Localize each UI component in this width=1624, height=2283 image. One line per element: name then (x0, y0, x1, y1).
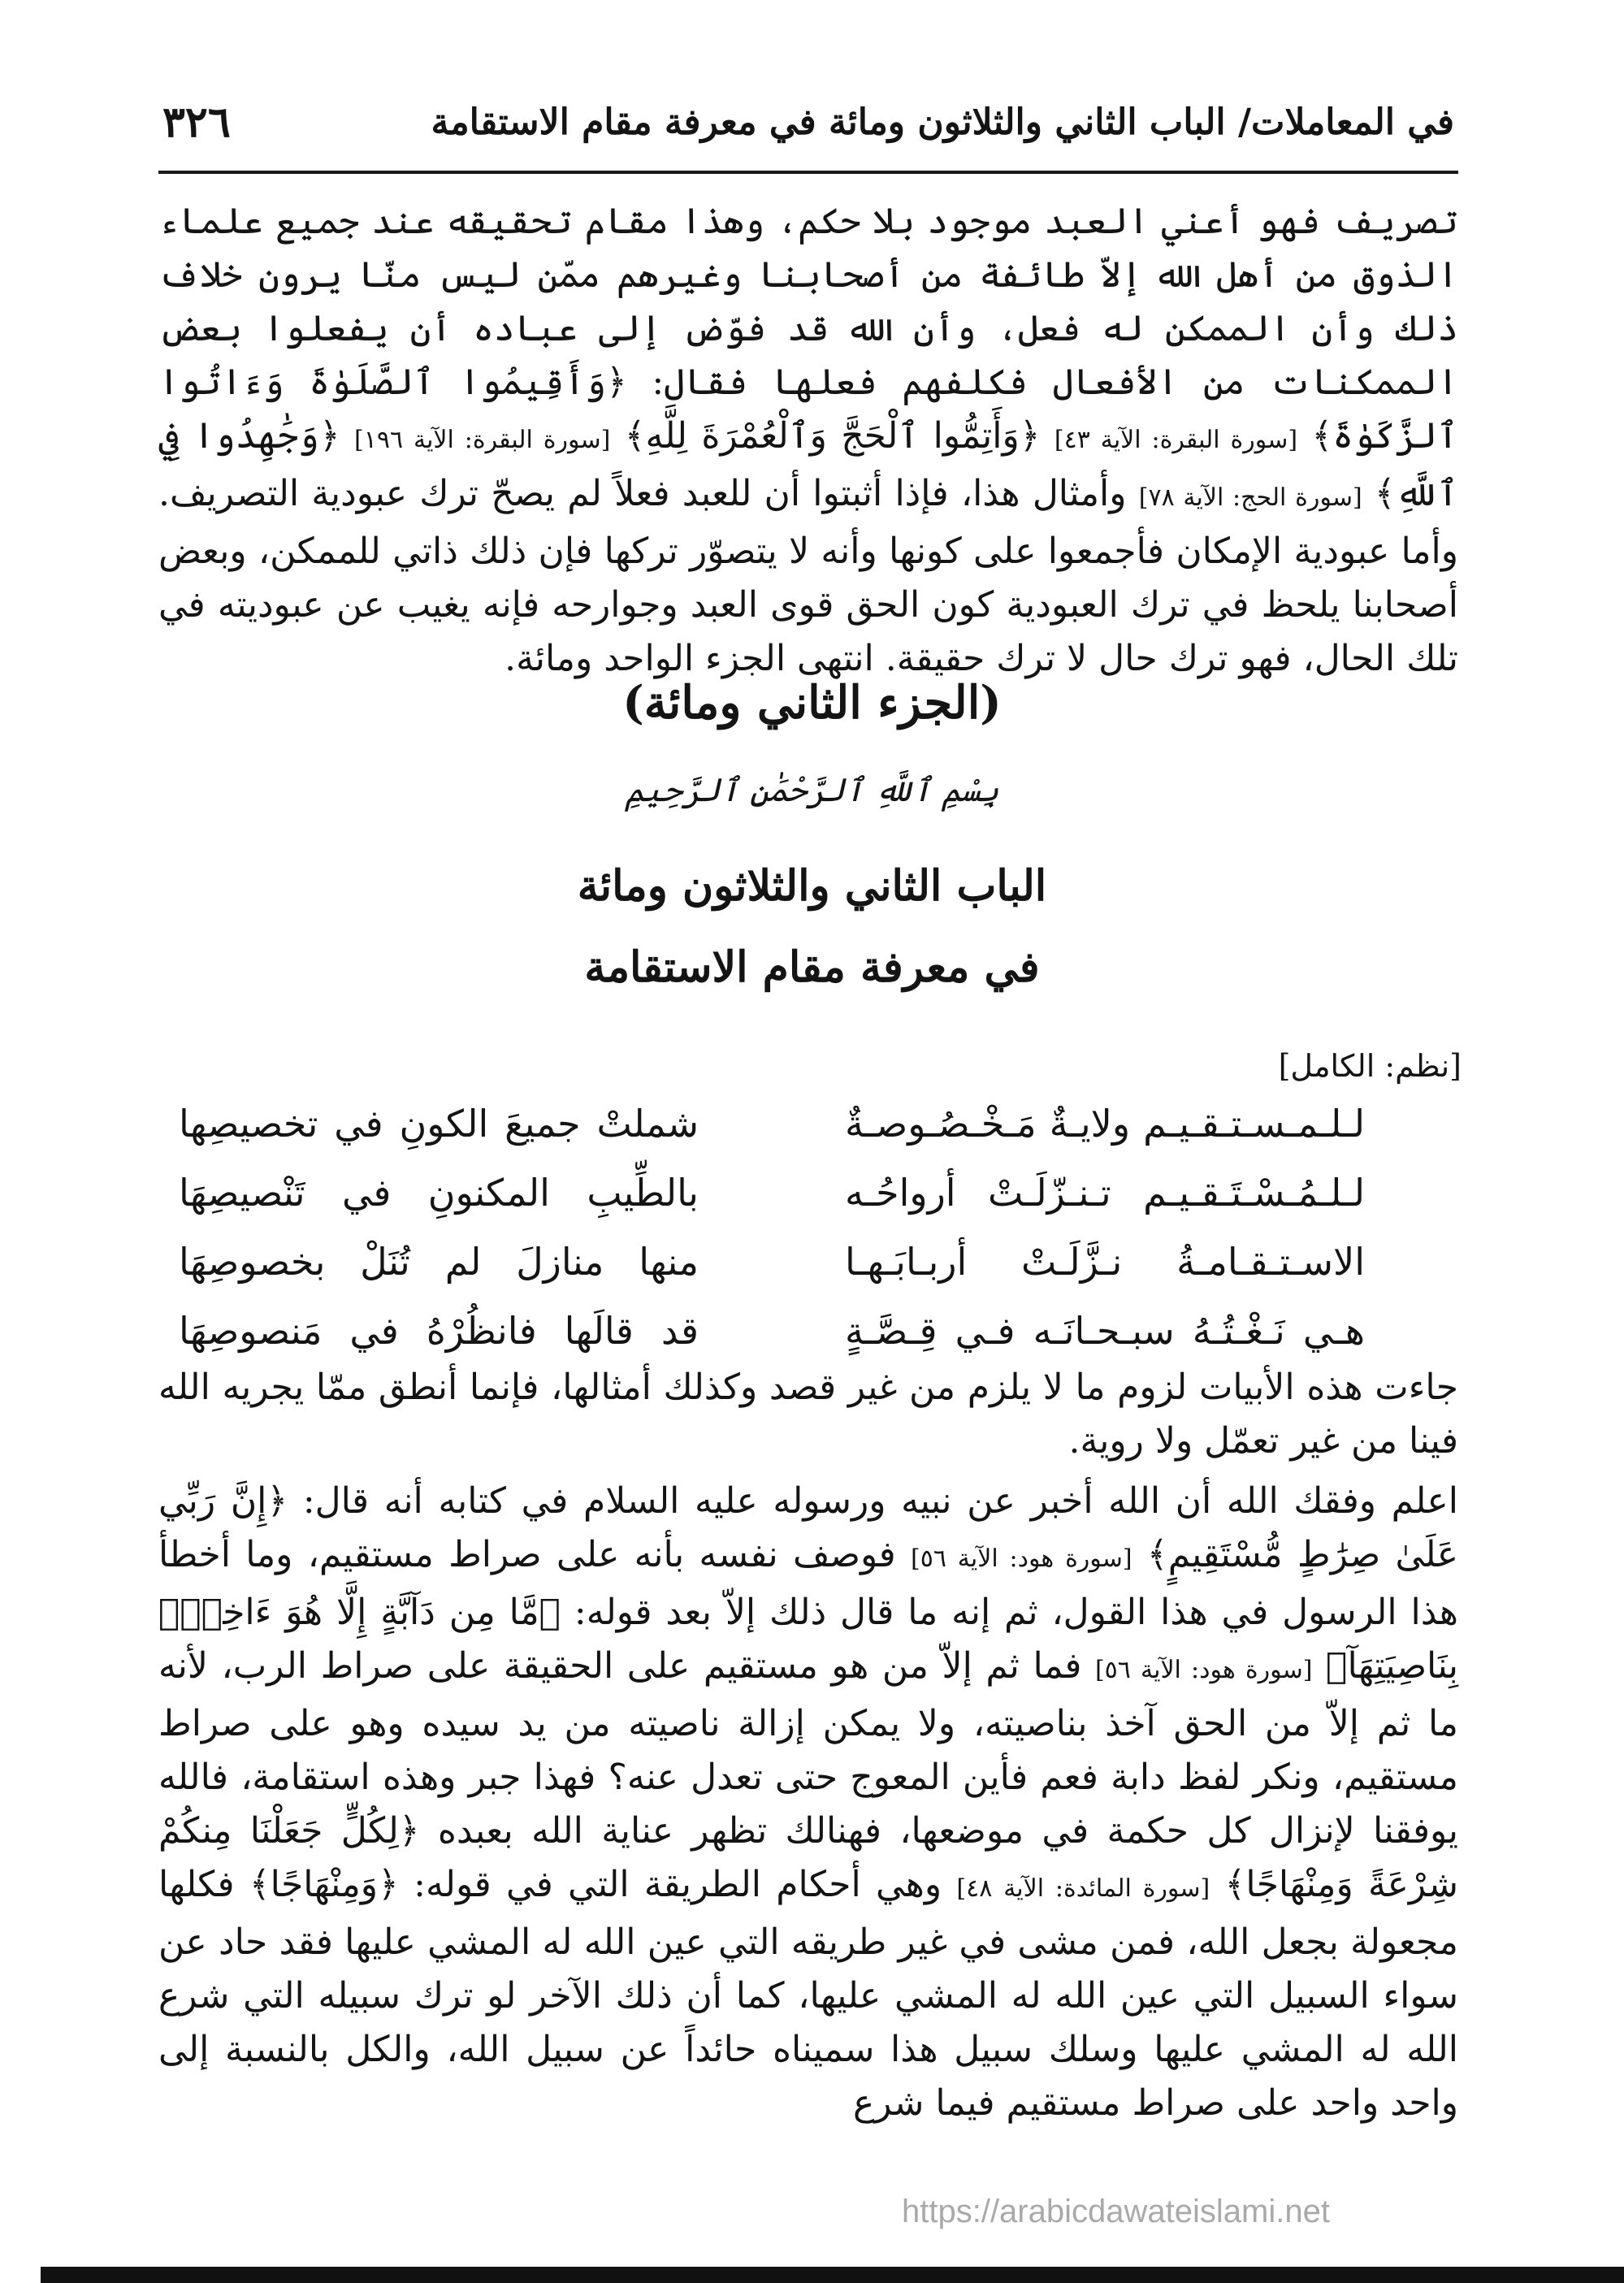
poem-verse (179, 1089, 1365, 1158)
verse-reference: [سورة المائدة: الآية ٤٨] (956, 1874, 1210, 1903)
verse-reference: [سورة هود: الآية ٥٦] (1094, 1656, 1313, 1684)
paragraph-opening (158, 195, 1458, 686)
chapter-title: في معرفة مقام الاستقامة (584, 942, 1040, 992)
quran-quote: ﴿وَأَتِمُّوا ٱلْحَجَّ وَٱلْعُمْرَةَ لِلَّهِ﴾ (624, 415, 1041, 457)
part-title: (الجزء الثاني ومائة) (622, 676, 1002, 730)
poem-meter: [نظم: الكامل] (1278, 1048, 1462, 1084)
basmala: بِسْمِ ٱللَّهِ ٱلرَّحْمَٰنِ ٱلرَّحِيمِ (625, 772, 999, 809)
paragraph-text: فما ثم إلاّ من هو مستقيم على الحقيقة على صراط الرب، لأنه ما ثم إلاّ من الحق آخذ بناصيته، ولا يمكن إزالة ناصيته من يد سيده وهو على صراط مستقيم، ونكر لفظ دابة فعم فأين المعوج حتى تعدل عنه؟ فهذا جبر وهذه استقامة، فالله يوفقنا لإنزال كل حكمة في موضعها، فهنالك تظهر عناية الله بعبده ﴿لِكُلٍّ جَعَلْنَا مِنكُمْ شِرْعَةً وَمِنْهَاجًا﴾ (158, 1645, 1458, 1905)
verse-first-hemistich: الاسـتـقـامـةُ نـزَّلَـتْ أربـابَـهـا (845, 1239, 1365, 1284)
verse-second-hemistich: شملتْ جميعَ الكونِ في تخصيصِها (179, 1101, 699, 1146)
verse-first-hemistich: هـي نَـغْـتُـهُ سبـحـانَـه فـي قِـصَّـةٍ (845, 1308, 1365, 1353)
poem-verse (179, 1158, 1365, 1227)
paragraph-text: تصريف فهو أعني العبد موجود بلا حكم، وهذا مقام تحقيقه عند جميع علماء الذوق من أهل الله إلاّ طائفة من أصحابنا وغيرهم ممّن ليس منّا يرون خلاف ذلك وأن الممكن له فعل، وأن الله قد فوّض إلى عباده أن يفعلوا بعض الممكنات من الأفعال فكلفهم فعلها فقال: ﴿وَأَقِيمُوا ٱلصَّلَوٰةَ وَءَاتُوا ٱلزَّكَوٰةَ﴾ (158, 201, 1458, 457)
poem (179, 1089, 1365, 1365)
verse-reference: [سورة الحج: الآية ٧٨] (1138, 483, 1362, 512)
paragraph-text: وأمثال هذا، فإذا أثبتوا أن للعبد فعلاً لم يصحّ ترك عبودية التصريف. وأما عبودية الإمكان فأجمعوا على كونها وأنه لا يتصوّر تركها فإن ذلك ذاتي للممكن، وبعض أصحابنا يلحظ في ترك العبودية كون الحق قوى العبد وجوارحه فإنه يغيب عن عبوديته في تلك الحال، فهو ترك حال لا ترك حقيقة. انتهى الجزء الواحد ومائة. (158, 473, 1458, 679)
page-number: ٣٢٦ (162, 97, 231, 147)
verse-reference: [سورة البقرة: الآية ١٩٦] (354, 426, 611, 454)
verse-second-hemistich: قد قالَها فانظُرْهُ في مَنصوصِهَا (179, 1308, 699, 1353)
verse-reference: [سورة هود: الآية ٥٦] (911, 1544, 1132, 1573)
verse-second-hemistich: منها منازلَ لم تُنَلْ بخصوصِهَا (179, 1239, 699, 1284)
header-rule (158, 171, 1458, 174)
paragraph-text: وهي أحكام الطريقة التي في قوله: ﴿وَمِنْهَاجًا﴾ فكلها مجعولة بجعل الله، فمن مشى في غير طريقه التي عين الله له المشي عليها فقد حاد عن سواء السبيل التي عين الله له المشي عليها، كما أن ذلك الآخر لو ترك سبيله التي شرع الله له المشي عليها وسلك سبيل هذا سميناه حائداً عن سبيل الله، والكل بالنسبة إلى واحد واحد على صراط مستقيم فيما شرع (158, 1864, 1458, 2124)
paragraph-text: اعلم وفقك الله أن الله أخبر عن نبيه ورسوله عليه السلام في كتابه أنه قال: ﴿إِنَّ رَبِّي عَلَىٰ صِرَٰطٍ مُّسْتَقِيمٍ﴾ (158, 1480, 1458, 1575)
paragraph-poem-note: جاءت هذه الأبيات لزوم ما لا يلزم من غير قصد وكذلك أمثالها، فإنما أنطق ممّا يجريه الله فينا من غير تعمّل ولا روية. (158, 1367, 1458, 1462)
chapter-number: الباب الثاني والثلاثون ومائة (577, 861, 1047, 911)
paragraph-istiqama (158, 1475, 1458, 2130)
poem-verse (179, 1296, 1365, 1365)
quran-quote: ﴿وَجَٰهِدُوا فِي ٱللَّهِ﴾ (158, 415, 1458, 514)
verse-first-hemistich: لـلـمُـسْـتَـقـيـم تـنـزّلَـتْ أرواحُـه (845, 1170, 1365, 1215)
scan-edge-bar (41, 2267, 1624, 2283)
verse-reference: [سورة البقرة: الآية ٤٣] (1054, 426, 1298, 454)
page-header (162, 89, 1454, 154)
poem-verse (179, 1227, 1365, 1296)
paragraph-text: فوصف نفسه بأنه على صراط مستقيم، وما أخطأ هذا الرسول في هذا القول، ثم إنه ما قال ذلك إلاّ بعد قوله: ﴿مَّا مِن دَآبَّةٍ إِلَّا هُوَ ءَاخِذٌۢ بِنَاصِيَتِهَآ﴾ (158, 1534, 1458, 1687)
verse-second-hemistich: بالطِّيبِ المكنونِ في تَنْصيصِهَا (179, 1170, 699, 1215)
watermark-url: https://arabicdawateislami.net (902, 2194, 1330, 2229)
verse-first-hemistich: لـلـمـسـتـقـيـم ولايـةٌ مَـخْـصُـوصـةٌ (845, 1101, 1365, 1146)
running-title: في المعاملات/ الباب الثاني والثلاثون ومائة في معرفة مقام الاستقامة (431, 101, 1454, 143)
